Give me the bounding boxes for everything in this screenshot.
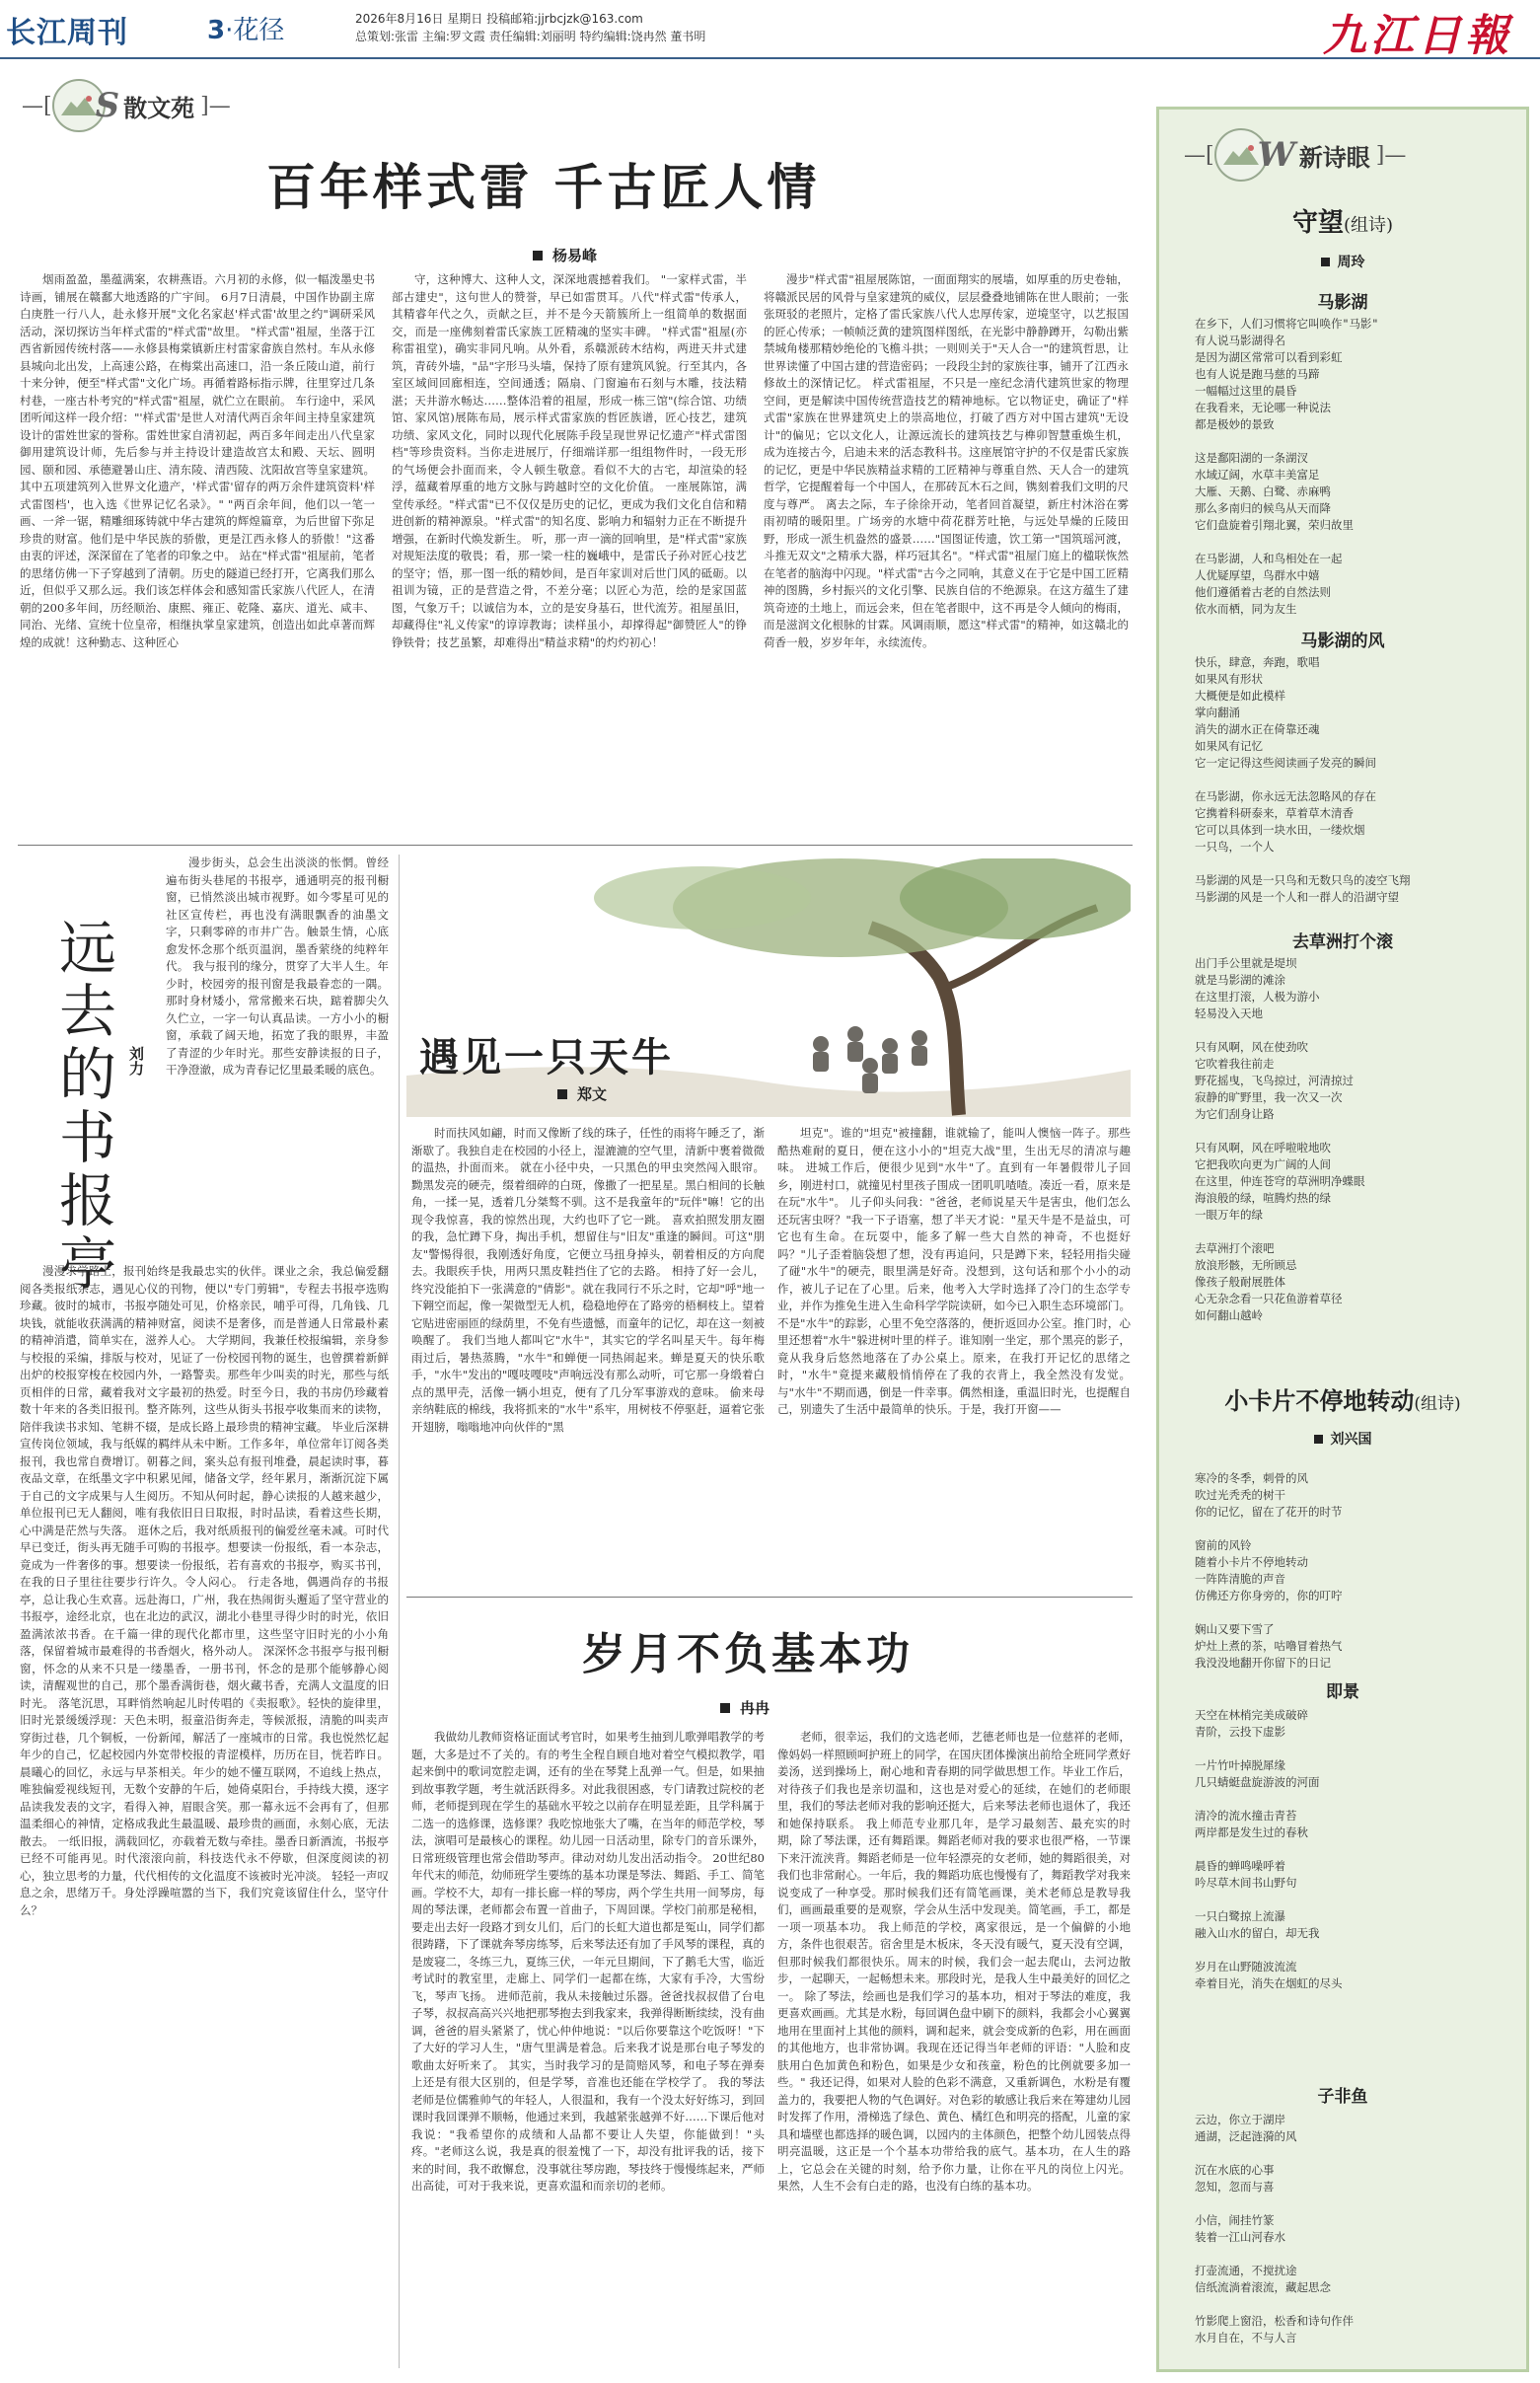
- poem-title: [1156, 202, 1529, 239]
- article-text: 坦克"。谁的"坦克"被撞翻，谁就输了，能叫人懊恼一阵子。那些酷热难耐的夏日，便在这小小的"坦克大战"里，生出无尽的清凉与趣味。 进城工作后，便很少见到"水牛"了。直到有一年暑假带儿子回乡，刚进村口，就撞见村里孩子围成一团叽叽喳喳。凑近一看，原来是在玩"水牛"。 儿子仰头问我："爸爸，老师说星天牛是害虫，他们怎么还玩害虫呀？"我一下子语塞，想了半天才说："星天牛是不是益虫，可它也有生命。在玩耍中，能多了解一些大自然的神奇，不也挺好吗？"儿子歪着脑袋想了想，没有再追问，只是蹲下来，轻轻用指尖碰了碰"水牛"的硬壳，眼里满是好奇。没想到，这句话和那个小小的动作，被儿子记在了心里。后来，他考入大学时选择了冷门的生态学专业，并作为推免生进入生命科学学院读研，如今已入职生态环境部门。 不是"水牛"的踪影，心里不免空落落的，便折返回办公室。推门时，心里还想着"水牛"躲进树叶里的样子。谁知刚一坐定，那个黑亮的影子，竟从我身后悠然地落在了办公桌上。原来，在我打开记忆的思绪之时，"水牛"竟提来藏般悄悄停在了我的衣背上，我全然没有发觉。 与"水牛"不期而遇，倒是一件幸事。偶然相逢，重温旧时光，也提醒自己，别遗失了生活中最简单的快乐。于是，我打开窗——: [777, 1126, 1131, 1416]
- poem-section-title: 子非鱼: [1317, 2087, 1368, 2107]
- black-square-icon: [720, 1703, 730, 1713]
- article-text: 老师，很幸运，我们的文选老师，艺德老师也是一位慈祥的老师，像妈妈一样照顾呵护班上的同学，在国庆团体操演出前给全班同学煮好姜汤，送到操场上，耐心地和青春期的同学做思想工作。毕业工作后，对待孩子们我也是亲切温和，这也是对爱心的延续，在她们的老师眼里，我们的琴法老师对我的影响还挺大，后来琴法老师也退休了，我还和她保持联系。 我上师范专业那几年，是学习最刻苦、最充实的时期，除了琴法课，还有舞蹈课。舞蹈老师对我的要求也很严格，一节课下来汗流浃背。舞蹈老师是一位年轻漂亮的女老师，她的舞蹈很美，对我们也非常耐心。一年后，我的舞蹈功底也慢慢有了，舞蹈教学对我来说变成了一种享受。那时候我们还有简笔画课，美术老师总是教导我们，画画最重要的是观察，学会从生活中发现美。简笔画，手工，都是一项一项基本功。 我上师范的学校，离家很远，是一个偏僻的小地方，条件也很艰苦。宿舍里是木板床，冬天没有暖气，夏天没有空调，但那时候我们都很快乐。周末的时候，我们会一起去爬山，去河边散步，一起聊天，一起畅想未来。那段时光，是我人生中最美好的回忆之一。 除了琴法，绘画也是我们学习的基本功，相对于琴法的难度，我更喜欢画画。尤其是水粉，每回调色盘中刷下的颜料，我都会小心翼翼地用在里面衬上其他的颜料，调和起来，就会变成新的色彩，用在画面的其他地方，也非常协调。我现在还记得当年老师的评语："人脸和皮肤用白色加黄色和粉色，如果是少女和孩童，粉色的比例就要多加一些。" 我还记得，如果对人脸的色彩不满意，又重新调色，水粉是有覆盖力的，我要把人物的气色调好。对色彩的敏感让我后来在筹建幼儿园时发挥了作用，滑梯选了绿色、黄色、橘红色和明亮的搭配，儿童的家具和墙壁也都选择的暖色调，以园内的主体颜色，把整个幼儿园装点得明亮温暖，这正是一个个基本功带给我的底气。基本功，在人生的路上，它总会在关键的时刻，给予你力量，让你在平凡的岗位上闪光。 果然，人生不会有白走的路，也没有白练的基本功。: [777, 1730, 1131, 2193]
- black-square-icon: [557, 1089, 567, 1099]
- article-byline: [720, 1697, 770, 1718]
- newspaper-logo: 九江日報: [1323, 11, 1512, 61]
- article-text: 烟雨盈盈，墨蕴满案，农耕燕语。六月初的永修，似一幅泼墨史书诗画，铺展在赣鄱大地透路的广宇间。 6月7日清晨，中国作协副主席白庚胜一行八人，赴永修开展"文化名家赵'样式雷'故里之约"调研采风活动，深切探访当年样式雷的"样式雷"故里。 "样式雷"祖屋，坐落于江西省新园传统村落——永修县梅棠镇新庄村雷家畲族自然村。车从永修县城向北出发，上高速公路，在梅棠出高速口，沿一条丘陵山道，前行十来分钟，便至"样式雷"文化广场。再循着路标指示牌，往里穿过几条村巷，一座古朴考究的"样式雷"祖屋，就伫立在眼前。 车行途中，采风团听闻这样一段介绍："'样式雷'是世人对清代两百余年间主持皇家建筑设计的雷姓世家的誉称。雷姓世家自清初起，两百多年间走出八代皇家御用建筑设计师，先后参与并主持设计建造故宫太和殿、天坛、圆明园、颐和园、承德避暑山庄、清东陵、清西陵、沈阳故宫等皇家建筑。其中五项建筑列入世界文化遗产，'样式雷'留存的两万余件建筑资料'样式雷图档'，也入选《世界记忆名录》。" "两百余年间，他们以一笔一画、一斧一锯，精雕细琢铸就中华古建筑的辉煌篇章，为后世留下弥足珍贵的财富。他们是中华民族的骄傲，更是江西永修人的骄傲！"这番由衷的评述，深深留在了笔者的印象之中。 站在"样式雷"祖屋前，笔者的思绪仿佛一下子穿越到了清朝。历史的隧道已经打开，它离我们那么近，但似乎又那么远。我们该怎样体会和感知雷氏家族八代匠人，在清朝的200多年间，历经顺治、康熙、雍正、乾隆、嘉庆、道光、咸丰、同治、光绪、宣统十位皇帝，相继执掌皇家建筑，创造出如此卓著而辉煌的成就！这种勤志、这种匠心: [20, 272, 375, 649]
- poem-lines: 快乐，肆意，奔跑，歌唱 如果风有形状 大概便是如此模样 掌向翻涌 消失的湖水正在倚靠还魂 如果风有记忆 它一定记得这些阅读画子发亮的瞬间 在马影湖，你永远无法忽略风的存在 它携着科研泰来，草着草木清香 它可以具体到一块水田，一缕炊烟 一只鸟，一个人 马影湖的风是一只鸟和无数只鸟的凌空飞翔 马影湖的风是一个人和一群人的沿湖守望: [1195, 655, 1411, 904]
- author-name: 刘力: [127, 1046, 145, 1076]
- section-name: 长江周刊: [6, 16, 128, 50]
- poem-suffix: (组诗): [1414, 1394, 1461, 1414]
- poem-suffix: (组诗): [1343, 215, 1394, 236]
- section-divider: [406, 1597, 1133, 1598]
- author-name: 冉冉: [740, 1699, 770, 1717]
- poem-title-text: 守望: [1291, 208, 1344, 238]
- section-letter: S: [95, 86, 120, 125]
- poem-lines: 云边，你立于湖岸 通湖，泛起涟漪的风 沉在水底的心事 忽知，忽而与喜 小信，闹挂竹篆 装着一江山河春水 打壶流通，不搅扰途 信纸流淌着滚流，藏起思念 竹影爬上窗沿，松香和诗句作伴 水月自在，不与人言: [1195, 2113, 1354, 2345]
- poem-section-title: 去草洲打个滚: [1292, 932, 1393, 952]
- article-text: 漫漫求学路上，报刊始终是我最忠实的伙伴。课业之余，我总偏爱翻阅各类报纸杂志，遇见心仪的刊物，便以"专门剪辑"，专程去书报亭选购珍藏。彼时的城市，书报亭随处可见，价格亲民，哺乎可得，几角钱、几块钱，就能收获满满的精神财富，阅读不是奢侈，而是普通人日常最朴素的精神消遣，简单实在，滋养人心。 大学期间，我兼任校报编辑，亲身参与校报的采编，排版与校对，见证了一份校园刊物的诞生，也曾撰着新鲜出炉的校报穿梭在校园内外，一路警卖。那些年少叫卖的时光，那些与纸页相伴的日常，藏着我对文字最初的热爱。时至今日，我的书房仍珍藏着数十年来的各类旧报刊。整齐陈列，这些从街头书报亭收集而来的读物，陪伴我读书求知、笔耕不辍，是成长路上最珍贵的精神宝藏。 毕业后深耕宣传岗位领域，我与纸媒的羁绊从未中断。工作多年，单位常年订阅各类报刊，我也常自费增订。朝暮之间，案头总有报刊堆叠，晨起读时事，暮夜品文章，在纸墨文字中积累见闻，储备文学，经年累月，渐渐沉淀下属于自己的文字成果与人生阅历。不知从何时起，静心读报的人越来越少，单位报刊已无人翻阅，唯有我依旧日日取报，时时品读，看着这些长期，心中满是茫然与失落。 逛休之后，我对纸质报刊的偏爱丝毫未减。可时代早已变迁，街头再无随手可购的书报亭。想要读一份报纸，看一本杂志，竟成为一件奢侈的事。想要读一份报纸，若有喜欢的书报亭，购买书刊，在我的日子里往往要步行许久。令人闷心。 行走各地，偶遇尚存的书报亭，总让我心生欢喜。远赴海口，广州，我在热闹街头邂逅了坚守营业的书报亭，途经北京，也在北边的武汉，湖北小巷里寻得少时的时光，依旧盈满浓浓书香。在千篇一律的现代化都市里，这些坚守旧时光的小小角落，保留着城市最难得的书香烟火，格外动人。 深深怀念书报亭与报刊橱窗，怀念的从来不只是一缕墨香，一册书刊，怀念的是那个能够静心阅读，清醒观世的自己，那个墨香满街巷，烟火藏书香，充满人文温度的旧时光。 落笔沉思，耳畔悄然响起儿时传唱的《卖报歌》。轻快的旋律里，旧时光景缓缓浮现：天色未明，报童沿街奔走，等候派报，清脆的叫卖声穿街过巷，几个铜板，一份新闻，解活了一座城市的日常。我也悦然忆起年少的自己，忆起校园内外宽带校报的青涩模样，历历在目，恍若昨日。 晨曦心的回忆，永远与早茶相关。年少的她不懂互联网，不追线上热点，唯独偏爱视线短刊，无数个安静的午后，她倚桌阳台，手持线大摸，逐字品读我发表的文字，看得入神，眉眼含笑。那一幕永远不会再有了，但那温柔细心的神情，定格成我此生最温暖、最珍贵的画面，永刻心底，无法散去。 一纸旧报，满载回忆，亦载着无数与牵挂。墨香日新酒流，书报亭已经不可能再见。时代滚滚向前，科技迭代永不停歇，但深度阅读的初心，独立思考的力量，代代相传的文化温度不该被时光冲淡。 轻轻一声叹息之余，思绪万千。身处浮躁喧嚣的当下，我们究竟该留住什么，坚守什么？: [20, 1264, 389, 1917]
- article-text: 漫步"样式雷"祖屋展陈馆，一面面翔实的展墙，如厚重的历史卷轴，将赣派民居的风骨与皇家建筑的威仪，层层叠叠地铺陈在世人眼前；一张张斑驳的老照片，定格了雷氏家族八代人忠厚传家，逆境坚守，以艺报国的匠心传承；一帧帧泛黄的建筑图样图纸，在光影中静静蹲开，勾勒出紫禁城角楼那精妙绝伦的飞檐斗拱；一则则关于"天人合一"的建筑哲思，让世界读懂了中国古建的营造密码；一段段尘封的家族往事，铺开了江西永修故土的深情记忆。 样式雷祖屋，不只是一座纪念清代建筑世家的物理空间，更是解读中国传统营造技艺的精神地标。它以物证史，确证了"样式雷"家族在世界建筑史上的崇高地位，打破了西方对中国古建筑"无设计"的偏见；它以文化人，让源远流长的建筑技艺与榫卯智慧重焕生机，成为连接古今，启迪未来的活态教科书。这座展馆守护的不仅是雷氏家族的记忆，更是中华民族精益求精的工匠精神与尊重自然、天人合一的建筑哲学，它提醒着每一个中国人，在那砖瓦木石之间，镌刻着我们文明的尺度与尊严。 离去之际，车子徐徐开动，笔者回首凝望，新庄村沐浴在雾雨初晴的暖阳里。广场旁的水塘中荷花群芳吐艳，与远处旱燥的丘陵田野，形成一派生机盎然的盛景……"国图证传遗，饮工第一"国筑瑶河渡，斗推无双文"之精承大器，样巧冠其名"。"样式雷"祖屋门庭上的楹联恢然在笔者的脑海中闪现。"样式雷"古今之同响，其意义在于它是中国工匠精神的图腾，乡村振兴的文化引擎、民族自信的不绝源泉。在这方蕴生了建筑奇迹的土地上，而远会来，但在笔者眼中，这不再是令人倾向的梅雨，而是滋润文化根脉的甘霖。风调雨顺，愿这"样式雷"的精神，如这赣北的荷香一般，岁岁年年，永续流传。: [764, 272, 1129, 649]
- poem-author: [1156, 252, 1529, 271]
- article-column: [166, 855, 389, 1253]
- author-name: 杨易峰: [552, 247, 598, 264]
- article-headline: 远去的书报亭: [49, 918, 116, 1297]
- section-badge-poetry: —[ W 新诗眼 ]—: [1184, 128, 1406, 182]
- article-headline: 遇见一只天牛: [419, 1034, 674, 1080]
- section-letter: W: [1257, 135, 1295, 175]
- article-column: [411, 1729, 765, 2370]
- black-square-icon: [1321, 258, 1330, 266]
- section-divider: [18, 845, 1133, 846]
- author-name: 周玲: [1337, 255, 1365, 270]
- page-masthead: [0, 0, 1540, 59]
- article-byline: [533, 245, 597, 265]
- article-headline: 岁月不负基本功: [582, 1629, 914, 1679]
- article-text: 我做幼儿教师资格证面试考官时，如果考生抽到儿歌弹唱教学的考题，大多是过不了关的。有的考生全程自顾自地对着空气模拟教学，唱起来倒中的歌词宽腔走调，还有的坐在琴凳上乱弹一气。但是，如果抽到故事教学题，考生就活跃得多。对此我很困惑，专门请教过院校的老师，老师提到现在学生的基础水平较之以前存在明显差距，且学科属于二选一的选修课，选修课？我吃惊地张大了嘴，在当年的师范学校，琴法，演唱可是最核心的课程。幼儿园一日活动里，除专门的音乐课外，日常班级管理也常会借助琴声。律动对幼儿发出活动指令。 20世纪80年代末的师范，幼师班学生要练的基本功课是琴法、舞蹈、手工、简笔画。学校不大，却有一排长廊一样的琴房，两个学生共用一间琴房，每周的琴法课，老师都会布置一首曲子，下周回课。学校门前那是秘相，要走出去好一段路才到女儿们，后门的长虹大道也都是冤山，同学们都很踌躇，下了课就奔琴房练琴，后来琴法还有加了手风琴的课程，真的是废寝二，冬练三九，夏练三伏，一年元旦期间，下了鹅毛大雪，临近考试时的教室里，走廊上、同学们一起都在练，大家有手冷，大雪纷飞，琴声飞扬。 进师范前，我从未接触过乐器。爸爸找叔叔借了台电子琴，叔叔高高兴兴地把那琴抱去到我家来，我弹得断断续续，没有曲调，爸爸的眉头紧紧了，忧心仲仲地说："以后你要靠这个吃饭呀！"下了大好的学习人生，"唐气里满是着急。后来我才说是那台电子琴发的歌曲太好听来了。 其实，当时我学习的是简赔风琴，和电子琴在弹奏上还是有很大区别的，但是学琴，音准也还能在学校学了。 我的琴法老师是位儒雅帅气的年轻人，人很温和，我有一个没太好好练习，到回课时我回课弹不顺畅，他通过来到，我越紧张越弹不好……下课后他对我说："我希望你的成绩和人品都不要让人失望，你能做到！"头疼。"老师这么说，我是真的很羞愧了一下，却没有批评我的话，接下来的时间，我不敢懈怠，没事就往琴房跑，琴技终于慢慢练起来，严师出高徒，可对于我来说，更喜欢温和而亲切的老师。: [411, 1730, 765, 2193]
- black-square-icon: [533, 251, 543, 261]
- article-text: 时而扶风如翩，时而又像断了线的珠子，任性的雨将午睡乏了，渐渐歇了。我独自走在校园的小径上，湿漉漉的空气里，清新中裹着微微的温热，扑面而来。 就在小径中央，一只黑色的甲虫突然闯入眼帘。黝黑发亮的硬壳，缀着细碎的白斑，像撒了一把星星。黑白相间的长触角，一揉一晃，透着几分桀骜不驯。这不是我童年的"玩伴"嘛！它的出现令我惊喜，我的惊然出现，大约也吓了它一跳。 喜欢拍照发朋友圈的我，急忙蹲下身，掏出手机，想留住与"旧友"重逢的瞬间。可这"朋友"警惕得很，我刚透好角度，它便立马扭身掉头，朝着相反的方向爬去。我眼疾手快，用两只黑皮鞋挡住了它的去路。 相持了好一会儿，终究没能拍下一张满意的"倩影"。就在我同行不乐之时，它却"呼"地一下翱空而起，像一架微型无人机，稳稳地停在了路旁的梧桐枝上。望着它贴进密丽匝的绿荫里，不免有些遗憾，而童年的记忆，却在这一刻被唤醒了。 我们当地人都叫它"水牛"，其实它的学名叫星天牛。每年梅雨过后，暑热蒸腾，"水牛"和蝉便一同热闹起来。蝉是夏天的快乐歌手，"水牛"发出的"嘎吱嘎吱"声响远没有那么动听，可它那一身缎着白点的黑甲壳，活像一辆小坦克，便有了几分军事游戏的意味。 偷来母亲纳鞋底的棉线，我将抓来的"水牛"系牢，用树枝不停驱赶，逼着它张开翅膀，嗡嗡地冲向伙伴的"黑: [411, 1126, 765, 1434]
- section-title: 散文苑: [123, 94, 195, 122]
- section-title: 新诗眼: [1298, 143, 1370, 172]
- masthead-info: [355, 10, 705, 45]
- author-name: 刘兴国: [1330, 1432, 1372, 1448]
- column-divider: [399, 855, 400, 2368]
- poem-title-text: 小卡片不停地转动: [1224, 1386, 1415, 1415]
- article-column: [777, 1125, 1131, 1587]
- poem-section-title: 马影湖的风: [1300, 632, 1385, 651]
- section-badge-prose: —[ S 散文苑 ]—: [22, 79, 231, 132]
- article-column: [20, 271, 375, 832]
- poem-lines: 寒冷的冬季，刺骨的风 吹过光秃秃的树干 你的记忆，留在了花开的时节 窗前的风铃 随着小卡片不停地转动 一阵阵清脆的声音 仿佛还方你身旁的，你的叮咛 娴山又要下雪了 炉灶上煮的茶，咕噜冒着热气 我没没地翻开你留下的日记: [1195, 1471, 1343, 1670]
- page-number-label: 3·花径: [207, 16, 285, 45]
- article-headline: 百年样式雷 千古匠人情: [266, 158, 821, 216]
- poem-section-title: 即景: [1326, 1682, 1359, 1702]
- poem-lines: 出门手公里就是堤坝 就是马影湖的滩涂 在这里打滚，人极为游小 轻易没入天地 只有风啊，风在使劲吹 它吹着我往前走 野花摇曳，飞鸟掠过，河清掠过 寂静的旷野里，我一次又一次 为它们刮身让路 只有风啊，风在呼啦啦地吹 它把我吹向更为广阔的人间 在这里，仲连苍穹的草洲明净蝶眼 海浪般的绿，喧腾灼热的绿 一眼万年的绿 去草洲打个滚吧 放浪形骸，无所顾忌 像孩子般耐展胜体 心无杂念看一只花鱼游着草径 如何翻山越岭: [1195, 956, 1365, 1322]
- poem-section-title: 马影湖: [1317, 293, 1368, 313]
- article-text: 漫步街头，总会生出淡淡的怅惘。曾经遍布街头巷尾的书报亭，通通明亮的报刊橱窗，已悄然淡出城市视野。如今零星可见的社区宣传栏，再也没有满眼飘香的油墨文字，只剩零碎的市井广告。触景生情，心底愈发怀念那个纸页温润，墨香萦绕的纯粹年代。 我与报刊的缘分，贯穿了大半人生。年少时，校园旁的报刊窗是我最眷恋的一隅。那时身材矮小，常常搬来石块，踮着脚尖久久伫立，一字一句认真品读。一方小小的橱窗，承载了阔天地，拓宽了我的眼界，丰盈了青涩的少年时光。那些安静读报的日子，干净澄澈，成为青春记忆里最柔暖的底色。: [166, 856, 389, 1077]
- article-column: [764, 271, 1129, 832]
- article-column: [777, 1729, 1131, 2370]
- author-name: 郑文: [577, 1085, 608, 1103]
- black-square-icon: [1314, 1435, 1323, 1444]
- article-text: 守，这种博大、这种人文，深深地震撼着我们。 "一家样式雷，半部古建史"，这句世人的赞誉，早已如雷贯耳。八代"样式雷"传承人，其精睿年代之久，贡献之巨，并不是今天箭簇所上一组简单的数据面交，而是一座佛刻着雷氏家族工匠精魂的坚实丰碑。 "样式雷"祖屋(亦称雷祖堂)，确实非同凡响。从外看，系赣派砖木结构，两进天井式建筑，青砖外墙，"品"字形马头墙，保持了原有建筑风貌。行至其内，各室区域间回廊相连，空间通透；隔扇、门窗遍布石刻与木雕，技法精湛；天井游水畅达……整体沿着的祖屋，形成一栋三馆"(综合馆、功绩馆、家风馆)展陈布局，展示样式雷家族的哲匠族谱，匠心技艺，建筑功绩、家风文化，同时以现代化展陈手段呈现世界记忆遗产"样式雷图档"等珍贵资料。当你走进展厅，仔细端详那一组组物件时，一段无形的气场便会扑面而来，令人顿生敬意。看似不大的古宅，却渲染的轻浮，蕴藏着厚重的地方文脉与跨越时空的文化价值。 一座展陈馆，满堂传承经。"样式雷"已不仅仅是历史的记忆，更成为我们文化自信和精进创新的精神源泉。"样式雷"的知名度、影响力和辐射力正在不断提升增强，在新时代焕发新生。 听，那一声一滴的回响里，是"样式雷"家族对规矩法度的敬畏；看，那一梁一柱的巍峨中，是雷氏子孙对匠心技艺的坚守；悟，那一图一纸的精妙间，是百年家训对后世门风的砥砺。以祖训为镜，正的是营造之骨，不差分毫；以匠心为范，绘的是家国蓝图，气象万千；以诚信为本，立的是安身基石，世代流芳。祖屋虽旧，却藏得住"礼义传家"的谆谆教诲；读样虽小，却撑得起"御赞匠人"的铮铮铁骨；技艺虽繁，却难得出"精益求精"的灼灼初心！: [392, 272, 747, 649]
- article-byline: [126, 1046, 147, 1076]
- article-column: [20, 1263, 389, 2368]
- poem-title: [1156, 1381, 1529, 1416]
- poem-author: [1156, 1429, 1529, 1449]
- page-number: 3: [207, 16, 226, 45]
- page-name: 花径: [233, 16, 285, 45]
- poem-lines: 在乡下，人们习惯将它叫唤作"马影" 有人说马影湖得名 是因为湖区常常可以看到彩虹 也有人说是跑马慈的马蹄 一幅幅过这里的晨昏 在我看来，无论哪一种说法 都是极妙的景致 这是鄱阳湖的一条湖汊 水域辽阔，水草丰美富足 大雁、天鹅、白鹭、赤麻鸭 那么多南归的候鸟从天而降 它们盘旋着引翔北翼，荣归故里 在马影湖，人和鸟相处在一起 人优疑厚望，鸟群水中嬉 他们遵循着古老的自然法则 依水而栖，同为友生: [1195, 317, 1379, 616]
- editor-credits: 总策划:张雷 主编:罗文霞 责任编辑:刘丽明 特约编辑:饶冉然 董书明: [355, 30, 706, 43]
- article-column: [411, 1125, 765, 1587]
- article-column: [392, 271, 747, 832]
- issue-date-line: 2026年8月16日 星期日 投稿邮箱:jjrbcjzk@163.com: [355, 12, 643, 26]
- poem-lines: 天空在林梢完美成破碎 青阶，云投下虚影 一片竹叶掉脱犀缘 几只蜻蜓盘旋游波的河面 清冷的流水撞击青苔 两岸都是发生过的春秋 晨昏的蝉鸣噪呼着 吟尽草木间书山野句 一只白鹭掠上流瀑 融入山水的留白，却无我 岁月在山野随波流流 牵着目光，消失在烟虹的尽头: [1195, 1708, 1343, 1990]
- article-byline: [557, 1083, 607, 1104]
